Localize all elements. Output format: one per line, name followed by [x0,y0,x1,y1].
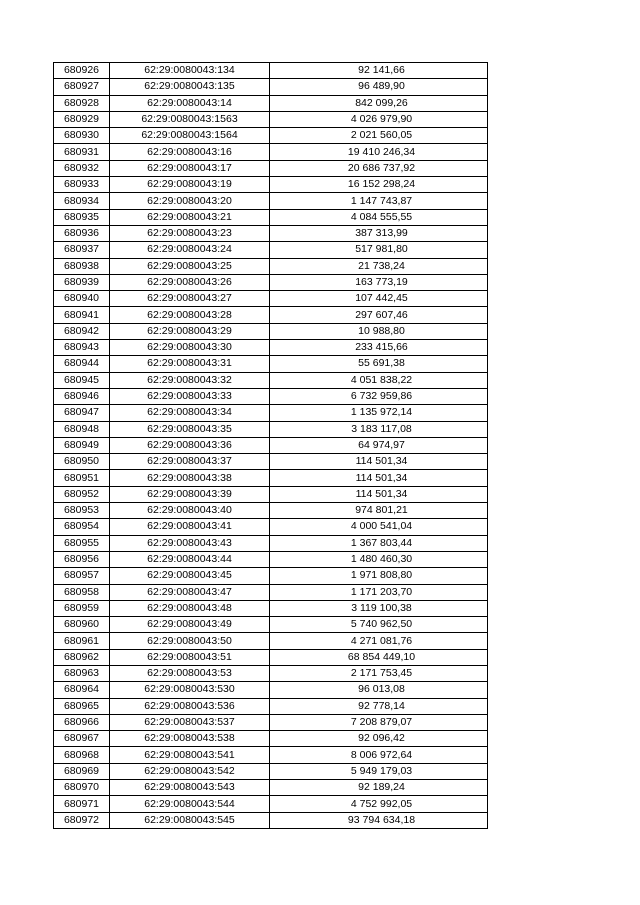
table-row [54,242,488,258]
cadastral-value-cell: 2 171 753,45 [270,665,488,681]
cadastral-number-cell: 62:29:0080043:44 [110,551,270,567]
cadastral-number-cell: 62:29:0080043:28 [110,307,270,323]
table-row [54,258,488,274]
table-row [54,796,488,812]
cadastral-value-cell: 4 051 838,22 [270,372,488,388]
table-row [54,340,488,356]
table-row [54,780,488,796]
row-number-cell: 680955 [54,535,110,551]
row-number-cell: 680956 [54,551,110,567]
cadastral-number-cell: 62:29:0080043:530 [110,682,270,698]
table-row [54,274,488,290]
cadastral-number-cell: 62:29:0080043:25 [110,258,270,274]
cadastral-value-cell: 3 183 117,08 [270,421,488,437]
cadastral-number-cell: 62:29:0080043:51 [110,649,270,665]
cadastral-number-cell: 62:29:0080043:43 [110,535,270,551]
cadastral-number-cell: 62:29:0080043:35 [110,421,270,437]
cadastral-value-cell: 4 000 541,04 [270,519,488,535]
cadastral-number-cell: 62:29:0080043:50 [110,633,270,649]
cadastral-value-cell: 297 607,46 [270,307,488,323]
cadastral-value-cell: 92 778,14 [270,698,488,714]
cadastral-value-cell: 5 949 179,03 [270,763,488,779]
table-row [54,209,488,225]
row-number-cell: 680960 [54,617,110,633]
row-number-cell: 680951 [54,470,110,486]
cadastral-value-cell: 6 732 959,86 [270,388,488,404]
row-number-cell: 680946 [54,388,110,404]
cadastral-number-cell: 62:29:0080043:27 [110,291,270,307]
cadastral-value-cell: 4 752 992,05 [270,796,488,812]
cadastral-number-cell: 62:29:0080043:14 [110,95,270,111]
cadastral-value-cell: 68 854 449,10 [270,649,488,665]
cadastral-number-cell: 62:29:0080043:544 [110,796,270,812]
table-row [54,372,488,388]
cadastral-number-cell: 62:29:0080043:542 [110,763,270,779]
table-row [54,405,488,421]
cadastral-value-cell: 107 442,45 [270,291,488,307]
table-row [54,454,488,470]
table-row [54,291,488,307]
cadastral-number-cell: 62:29:0080043:21 [110,209,270,225]
row-number-cell: 680929 [54,111,110,127]
cadastral-number-cell: 62:29:0080043:40 [110,503,270,519]
cadastral-value-cell: 2 021 560,05 [270,128,488,144]
cadastral-value-cell: 1 367 803,44 [270,535,488,551]
cadastral-value-cell: 21 738,24 [270,258,488,274]
cadastral-value-cell: 4 026 979,90 [270,111,488,127]
cadastral-value-cell: 4 271 081,76 [270,633,488,649]
cadastral-value-cell: 96 013,08 [270,682,488,698]
table-row [54,519,488,535]
table-row [54,633,488,649]
document-page [53,62,487,829]
table-row [54,79,488,95]
cadastral-value-cell: 7 208 879,07 [270,714,488,730]
table-row [54,682,488,698]
cadastral-value-cell: 1 971 808,80 [270,568,488,584]
row-number-cell: 680945 [54,372,110,388]
table-row [54,128,488,144]
cadastral-value-cell: 1 480 460,30 [270,551,488,567]
row-number-cell: 680964 [54,682,110,698]
table-row [54,503,488,519]
row-number-cell: 680952 [54,486,110,502]
cadastral-value-cell: 19 410 246,34 [270,144,488,160]
row-number-cell: 680970 [54,780,110,796]
cadastral-number-cell: 62:29:0080043:17 [110,160,270,176]
cadastral-value-cell: 114 501,34 [270,454,488,470]
table-row [54,551,488,567]
row-number-cell: 680961 [54,633,110,649]
row-number-cell: 680966 [54,714,110,730]
table-row [54,111,488,127]
cadastral-number-cell: 62:29:0080043:49 [110,617,270,633]
table-row [54,535,488,551]
row-number-cell: 680926 [54,63,110,79]
table-row [54,388,488,404]
cadastral-number-cell: 62:29:0080043:37 [110,454,270,470]
table-row [54,63,488,79]
table-row [54,437,488,453]
cadastral-number-cell: 62:29:0080043:41 [110,519,270,535]
row-number-cell: 680931 [54,144,110,160]
cadastral-number-cell: 62:29:0080043:536 [110,698,270,714]
cadastral-number-cell: 62:29:0080043:33 [110,388,270,404]
cadastral-value-cell: 387 313,99 [270,225,488,241]
cadastral-number-cell: 62:29:0080043:1563 [110,111,270,127]
row-number-cell: 680950 [54,454,110,470]
cadastral-number-cell: 62:29:0080043:537 [110,714,270,730]
cadastral-number-cell: 62:29:0080043:16 [110,144,270,160]
cadastral-number-cell: 62:29:0080043:48 [110,600,270,616]
table-row [54,421,488,437]
cadastral-value-cell: 64 974,97 [270,437,488,453]
cadastral-value-cell: 163 773,19 [270,274,488,290]
row-number-cell: 680928 [54,95,110,111]
cadastral-value-cell: 20 686 737,92 [270,160,488,176]
row-number-cell: 680949 [54,437,110,453]
table-row [54,568,488,584]
cadastral-value-cell: 114 501,34 [270,486,488,502]
cadastral-number-cell: 62:29:0080043:45 [110,568,270,584]
row-number-cell: 680953 [54,503,110,519]
cadastral-number-cell: 62:29:0080043:29 [110,323,270,339]
table-row [54,470,488,486]
row-number-cell: 680930 [54,128,110,144]
row-number-cell: 680965 [54,698,110,714]
cadastral-value-cell: 92 189,24 [270,780,488,796]
cadastral-number-cell: 62:29:0080043:541 [110,747,270,763]
cadastral-value-cell: 4 084 555,55 [270,209,488,225]
cadastral-value-cell: 92 096,42 [270,731,488,747]
cadastral-value-cell: 3 119 100,38 [270,600,488,616]
cadastral-number-cell: 62:29:0080043:53 [110,665,270,681]
cadastral-number-cell: 62:29:0080043:36 [110,437,270,453]
table-row [54,486,488,502]
row-number-cell: 680962 [54,649,110,665]
cadastral-number-cell: 62:29:0080043:134 [110,63,270,79]
row-number-cell: 680944 [54,356,110,372]
row-number-cell: 680969 [54,763,110,779]
row-number-cell: 680942 [54,323,110,339]
row-number-cell: 680939 [54,274,110,290]
cadastral-number-cell: 62:29:0080043:23 [110,225,270,241]
cadastral-value-cell: 8 006 972,64 [270,747,488,763]
table-row [54,160,488,176]
row-number-cell: 680941 [54,307,110,323]
cadastral-number-cell: 62:29:0080043:31 [110,356,270,372]
row-number-cell: 680968 [54,747,110,763]
table-row [54,225,488,241]
row-number-cell: 680935 [54,209,110,225]
cadastral-value-cell: 842 099,26 [270,95,488,111]
cadastral-number-cell: 62:29:0080043:34 [110,405,270,421]
row-number-cell: 680937 [54,242,110,258]
table-row [54,731,488,747]
cadastral-value-cell: 114 501,34 [270,470,488,486]
row-number-cell: 680957 [54,568,110,584]
table-row [54,95,488,111]
cadastral-value-table [53,62,488,829]
row-number-cell: 680943 [54,340,110,356]
cadastral-value-cell: 16 152 298,24 [270,177,488,193]
table-row [54,600,488,616]
cadastral-value-cell: 55 691,38 [270,356,488,372]
table-row [54,649,488,665]
table-row [54,307,488,323]
cadastral-value-cell: 1 147 743,87 [270,193,488,209]
cadastral-number-cell: 62:29:0080043:135 [110,79,270,95]
row-number-cell: 680971 [54,796,110,812]
cadastral-value-cell: 974 801,21 [270,503,488,519]
cadastral-number-cell: 62:29:0080043:32 [110,372,270,388]
cadastral-value-cell: 93 794 634,18 [270,812,488,828]
table-body [54,63,488,829]
cadastral-number-cell: 62:29:0080043:538 [110,731,270,747]
row-number-cell: 680972 [54,812,110,828]
cadastral-value-cell: 517 981,80 [270,242,488,258]
row-number-cell: 680958 [54,584,110,600]
table-row [54,714,488,730]
row-number-cell: 680947 [54,405,110,421]
table-row [54,323,488,339]
row-number-cell: 680927 [54,79,110,95]
cadastral-number-cell: 62:29:0080043:24 [110,242,270,258]
table-row [54,763,488,779]
row-number-cell: 680954 [54,519,110,535]
row-number-cell: 680936 [54,225,110,241]
cadastral-value-cell: 96 489,90 [270,79,488,95]
row-number-cell: 680967 [54,731,110,747]
row-number-cell: 680948 [54,421,110,437]
table-row [54,665,488,681]
table-row [54,617,488,633]
cadastral-value-cell: 10 988,80 [270,323,488,339]
table-row [54,193,488,209]
row-number-cell: 680963 [54,665,110,681]
table-row [54,356,488,372]
row-number-cell: 680932 [54,160,110,176]
cadastral-number-cell: 62:29:0080043:47 [110,584,270,600]
cadastral-number-cell: 62:29:0080043:39 [110,486,270,502]
table-row [54,698,488,714]
cadastral-value-cell: 1 171 203,70 [270,584,488,600]
table-row [54,584,488,600]
cadastral-number-cell: 62:29:0080043:545 [110,812,270,828]
cadastral-value-cell: 5 740 962,50 [270,617,488,633]
cadastral-value-cell: 92 141,66 [270,63,488,79]
row-number-cell: 680959 [54,600,110,616]
row-number-cell: 680933 [54,177,110,193]
cadastral-number-cell: 62:29:0080043:30 [110,340,270,356]
row-number-cell: 680938 [54,258,110,274]
cadastral-value-cell: 233 415,66 [270,340,488,356]
cadastral-number-cell: 62:29:0080043:38 [110,470,270,486]
cadastral-number-cell: 62:29:0080043:543 [110,780,270,796]
row-number-cell: 680934 [54,193,110,209]
cadastral-number-cell: 62:29:0080043:1564 [110,128,270,144]
cadastral-number-cell: 62:29:0080043:26 [110,274,270,290]
row-number-cell: 680940 [54,291,110,307]
cadastral-number-cell: 62:29:0080043:19 [110,177,270,193]
table-row [54,747,488,763]
cadastral-value-cell: 1 135 972,14 [270,405,488,421]
table-row [54,177,488,193]
cadastral-number-cell: 62:29:0080043:20 [110,193,270,209]
table-row [54,812,488,828]
table-row [54,144,488,160]
